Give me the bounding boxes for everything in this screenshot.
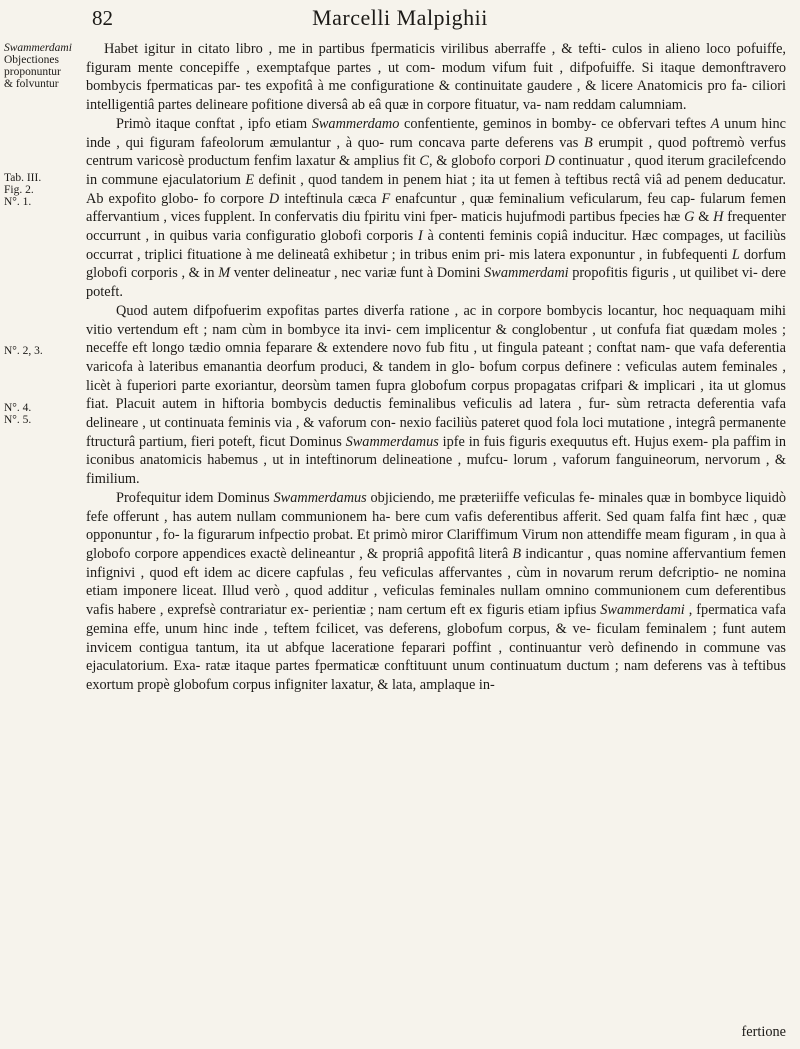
text-run: erumpit , quod poftremò verfus centrum varicosè productum fenfim laxatur & amplius fit (86, 134, 786, 170)
margin-note-line: Objectiones (4, 54, 59, 66)
text-run: Quod autem difpofuerim expofitas partes diverfa ratione , ac in corpore bombycis locantur, hoc nequaquam mihi vitio vertendum eft ; nam cùm in bombyce ita invi- cem implicentur & conglobentur , ut confufa fiat quædam moles ; neceffe eft longo tædio omnia feparare & extendere novo fub fitu , ut fingula pateant ; conftat nam- que vafa deferentia varicofa à lateribus emanantia deorfum produci, & tandem in glo- bofum corpus definere : veficulas autem feminales , licèt à fuperiori parte exoriantur, deorsùm tamen fupra globofum corpus propagatas crifpari & implicari , ita ut glomus fiat. Placuit autem in hiftoria bombycis deductis feminalibus veficulis ad latera , fur- sùm retracta deferentia vafa delineare , ut continuata feminis via , & vaforum con- nexio faciliùs pateret quod fola loci mutatione , integrâ permanente ftructurâ partium, fieri poteft, ficut Dominus (86, 302, 786, 450)
margin-note-objections (4, 42, 82, 90)
text-run: , fpermatica vafa gemina effe, unum hinc inde , teftem fcilicet, vas deferens, globofum corpus, & ve- ficulam feminalem ; funt autem invicem contigua tantum, ita ut abfque laceratione feparari poffint , continuantur verò definendo in commune vas ejaculatorium. Exa- ratæ itaque partes fpermaticæ conftituunt unum continuatum ductum ; nam deferens vas à teftibus exortum propè globofum corpus infigniter laxatur, & lata, amplaque in- (86, 602, 786, 693)
author-name: Swammerdamus (345, 433, 439, 450)
margin-note-line: N°. 2, 3. (4, 345, 43, 357)
figure-letter: G (684, 209, 695, 226)
margin-note-line: Tab. III. (4, 172, 42, 184)
margin-note-line: Fig. 2. (4, 184, 34, 196)
author-name: Swammerdamus (273, 489, 367, 506)
figure-letter: B (512, 545, 522, 562)
margin-note-line: N°. 4. (4, 402, 32, 414)
margin-note-numbers (4, 345, 82, 357)
text-run: indicantur , quas nomine affervantium femen infignivi , quod eft idem ac dicere capfulas , feu veficulas affervantes , cùm in novarum rerum defcriptio- ne nomina etiam imponere liceat. Illud verò , quod additur , veficulas feminales nullam omnino communionem cum deferentibus vafis habere , exprefsè contrariatur ex- perientiæ ; nam certum eft ex figuris etiam ipfius (86, 545, 786, 619)
text-run: , & globofo corpori (428, 153, 545, 170)
figure-letter: E (245, 171, 255, 188)
author-name: Swammerdami (600, 602, 685, 619)
text-run: inteftinula cæca (279, 190, 382, 207)
paragraph-2 (86, 115, 786, 302)
text-run: ipfe in fuis figuris exequutus eft. Hujus exem- pla paffim in iconibus anatomicis habemus , ut in inteftinorum delineatione , mufcu- lorum , vaforum fanguineorum, nervorum , & fimilium. (86, 433, 786, 488)
author-name: Swammerdamo (311, 115, 400, 132)
margin-note-author: Swammerdami (4, 42, 72, 54)
text-run: venter delineatur , nec variæ funt à Domini (230, 265, 485, 282)
text-run: à contenti feminis copiâ inducitur. Hæc compages, ut faciliùs occurrat , triplici fituatione à me delineatâ exhibetur ; in tribus enim pri- mis latera exponuntur , in fubfequenti (86, 228, 786, 263)
text-run: enafcuntur , quæ feminalium veficularum, feu cap- fularum femen affervantium , vices fupplent. In confervatis diu fpiritu vini fper- maticis hujufmodi partibus fpecies hæ (86, 190, 786, 226)
text-run: frequenter occurrunt , in quibus varia configuratio globofi corporis (86, 209, 786, 245)
text-run: definit , quod tandem in penem hiat ; ita ut femen à teftibus rectâ viâ ad penem deducatur. Ab expofito globo- fo corpore (86, 171, 786, 207)
paragraph-1 (86, 40, 786, 115)
margin-note-numbers-2 (4, 402, 82, 426)
margin-note-line: & folvuntur (4, 78, 59, 90)
figure-letter: B (584, 134, 593, 151)
catchword: fertione (741, 1024, 786, 1040)
paragraph-3 (86, 302, 786, 489)
figure-letter: M (218, 265, 231, 282)
figure-letter: L (731, 246, 740, 263)
text-run: & (694, 209, 714, 226)
text-run: propofitis figuris , ut quilibet vi- dere poteft. (86, 265, 786, 301)
page-header (0, 4, 800, 34)
margin-note-line: proponuntur (4, 66, 61, 78)
figure-letter: C (419, 153, 429, 170)
figure-letter: I (417, 228, 423, 245)
running-head: Marcelli Malpighii (312, 5, 488, 30)
text-run: dorfum globofi corporis , & in (86, 246, 786, 282)
figure-letter: A (710, 115, 720, 132)
text-run: Primò itaque conftat , ipfo etiam (116, 115, 312, 132)
text-run: Profequitur idem Dominus (116, 489, 274, 506)
text-run: confentiente, geminos in bomby- ce obfervari teftes (399, 115, 711, 132)
text-run: unum hinc inde , qui figuram fafeolorum æmulantur , à quo- rum concava parte deferens vas (86, 115, 786, 151)
text-run: objiciendo, me præteriiffe veficulas fe- minales quæ in bombyce liquidò fefe offerunt , has autem nullam communionem ha- bere cum vafis deferentibus afferit. Sed quam falfa fint hæc , quæ opponuntur , fo- la figurarum infpectio probat. Et primò miror Clariffimum Virum non attendiffe meam figuram , in qua à globofo corpore appendices exactè delineantur , & propriâ appofitâ literâ (86, 489, 786, 562)
paragraph-4 (86, 489, 786, 695)
figure-letter: H (713, 209, 724, 226)
figure-letter: F (381, 190, 391, 207)
main-text (86, 40, 786, 695)
text-run: Habet igitur in citato libro , me in partibus fpermaticis virilibus aberraffe , & tefti- culos in alieno loco pofuiffe, figuram mente concepiffe , exemptafque partes , ut com- modum vifum fuit , difpofuiffe. Si itaque demonftravero bombycis fpermaticas par- tes expofitâ à me configuratione & continuitate gaudere , & licere Anatomicis pro fa- ciliori intelligentiâ partes delineare pofitione diversâ ab eâ quæ in corpore fituatur, va- nam reddam calumniam. (86, 41, 786, 114)
margin-note-line: N°. 5. (4, 414, 32, 426)
text-run: continuatur , quod iterum gracilefcendo in commune ejaculatorium (86, 153, 786, 188)
figure-letter: D (268, 190, 280, 207)
margin-note-line: N°. 1. (4, 196, 32, 208)
margin-note-table-ref (4, 172, 82, 208)
figure-letter: D (544, 153, 555, 170)
page-number: 82 (92, 6, 113, 30)
author-name: Swammerdami (484, 265, 569, 282)
